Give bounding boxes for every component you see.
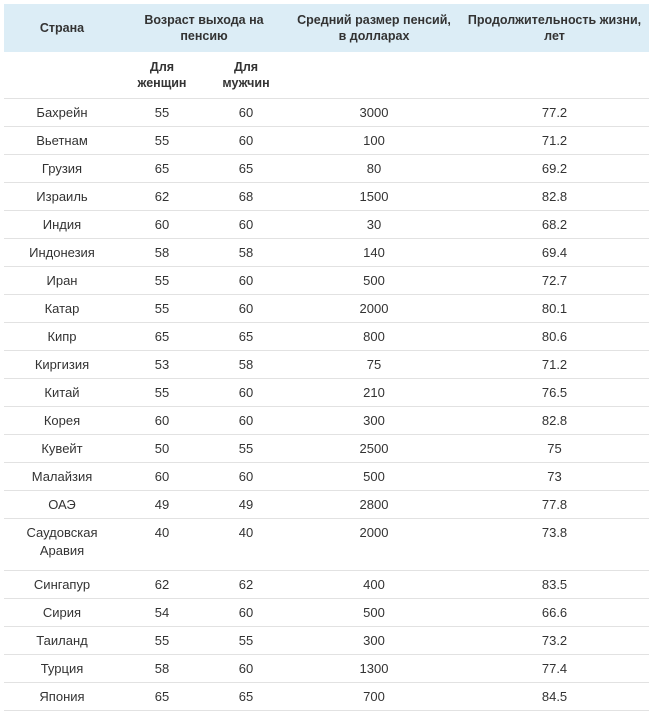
table-row bbox=[4, 683, 649, 711]
header-row-main bbox=[4, 4, 649, 52]
cell-country: Малайзия bbox=[4, 463, 120, 491]
cell-pension: 140 bbox=[288, 239, 460, 267]
table-row bbox=[4, 571, 649, 599]
cell-country: Кувейт bbox=[4, 435, 120, 463]
cell-women: 55 bbox=[120, 295, 204, 323]
cell-women: 58 bbox=[120, 239, 204, 267]
cell-men: 58 bbox=[204, 239, 288, 267]
cell-men: 60 bbox=[204, 655, 288, 683]
cell-country: Киргизия bbox=[4, 351, 120, 379]
header-pension: Средний размер пенсий, в долларах bbox=[288, 4, 460, 52]
header-sub-empty bbox=[460, 52, 649, 99]
cell-pension: 700 bbox=[288, 683, 460, 711]
cell-men: 60 bbox=[204, 211, 288, 239]
table-row bbox=[4, 99, 649, 127]
cell-pension: 75 bbox=[288, 351, 460, 379]
cell-pension: 1500 bbox=[288, 183, 460, 211]
table-row bbox=[4, 463, 649, 491]
cell-life: 66.6 bbox=[460, 599, 649, 627]
table-row bbox=[4, 127, 649, 155]
cell-life: 73 bbox=[460, 463, 649, 491]
cell-country: Сингапур bbox=[4, 571, 120, 599]
cell-life: 72.7 bbox=[460, 267, 649, 295]
cell-pension: 2800 bbox=[288, 491, 460, 519]
cell-men: 60 bbox=[204, 407, 288, 435]
cell-women: 55 bbox=[120, 627, 204, 655]
cell-women: 62 bbox=[120, 571, 204, 599]
header-sub-empty bbox=[288, 52, 460, 99]
cell-women: 65 bbox=[120, 323, 204, 351]
cell-pension: 500 bbox=[288, 267, 460, 295]
cell-pension: 210 bbox=[288, 379, 460, 407]
table-body bbox=[4, 99, 649, 711]
header-women: Для женщин bbox=[120, 52, 204, 99]
cell-women: 58 bbox=[120, 655, 204, 683]
cell-men: 55 bbox=[204, 435, 288, 463]
table-row bbox=[4, 655, 649, 683]
cell-women: 53 bbox=[120, 351, 204, 379]
cell-life: 82.8 bbox=[460, 407, 649, 435]
cell-country: Сирия bbox=[4, 599, 120, 627]
cell-country: Индия bbox=[4, 211, 120, 239]
cell-men: 60 bbox=[204, 599, 288, 627]
pension-table bbox=[4, 4, 649, 711]
header-life-expectancy: Продолжительность жизни, лет bbox=[460, 4, 649, 52]
table-header bbox=[4, 4, 649, 99]
table-row bbox=[4, 183, 649, 211]
cell-men: 40 bbox=[204, 519, 288, 571]
table-row bbox=[4, 519, 649, 571]
cell-life: 73.8 bbox=[460, 519, 649, 571]
cell-country: Турция bbox=[4, 655, 120, 683]
cell-life: 82.8 bbox=[460, 183, 649, 211]
header-country: Страна bbox=[4, 4, 120, 52]
cell-life: 77.2 bbox=[460, 99, 649, 127]
cell-life: 83.5 bbox=[460, 571, 649, 599]
cell-men: 60 bbox=[204, 267, 288, 295]
table-row bbox=[4, 407, 649, 435]
cell-men: 58 bbox=[204, 351, 288, 379]
cell-country: Япония bbox=[4, 683, 120, 711]
cell-women: 62 bbox=[120, 183, 204, 211]
cell-men: 68 bbox=[204, 183, 288, 211]
cell-women: 55 bbox=[120, 267, 204, 295]
table-row bbox=[4, 627, 649, 655]
cell-life: 68.2 bbox=[460, 211, 649, 239]
cell-life: 84.5 bbox=[460, 683, 649, 711]
cell-men: 60 bbox=[204, 99, 288, 127]
cell-pension: 500 bbox=[288, 599, 460, 627]
cell-men: 60 bbox=[204, 295, 288, 323]
cell-men: 65 bbox=[204, 155, 288, 183]
cell-women: 49 bbox=[120, 491, 204, 519]
cell-pension: 2500 bbox=[288, 435, 460, 463]
cell-country: ОАЭ bbox=[4, 491, 120, 519]
cell-pension: 300 bbox=[288, 407, 460, 435]
header-sub-empty bbox=[4, 52, 120, 99]
cell-life: 71.2 bbox=[460, 351, 649, 379]
cell-country: Таиланд bbox=[4, 627, 120, 655]
cell-men: 65 bbox=[204, 323, 288, 351]
cell-country: Катар bbox=[4, 295, 120, 323]
cell-life: 71.2 bbox=[460, 127, 649, 155]
cell-women: 60 bbox=[120, 463, 204, 491]
cell-life: 73.2 bbox=[460, 627, 649, 655]
cell-country: Корея bbox=[4, 407, 120, 435]
header-men: Для мужчин bbox=[204, 52, 288, 99]
table-row bbox=[4, 239, 649, 267]
table-row bbox=[4, 323, 649, 351]
cell-life: 77.4 bbox=[460, 655, 649, 683]
cell-women: 50 bbox=[120, 435, 204, 463]
table-row bbox=[4, 211, 649, 239]
table-row bbox=[4, 267, 649, 295]
cell-men: 65 bbox=[204, 683, 288, 711]
cell-life: 80.1 bbox=[460, 295, 649, 323]
cell-country: Грузия bbox=[4, 155, 120, 183]
cell-pension: 100 bbox=[288, 127, 460, 155]
cell-country: Израиль bbox=[4, 183, 120, 211]
cell-country: Иран bbox=[4, 267, 120, 295]
cell-pension: 500 bbox=[288, 463, 460, 491]
cell-men: 49 bbox=[204, 491, 288, 519]
cell-country: Вьетнам bbox=[4, 127, 120, 155]
cell-pension: 400 bbox=[288, 571, 460, 599]
cell-women: 60 bbox=[120, 407, 204, 435]
cell-men: 60 bbox=[204, 379, 288, 407]
table-row bbox=[4, 435, 649, 463]
cell-women: 60 bbox=[120, 211, 204, 239]
header-row-sub bbox=[4, 52, 649, 99]
cell-men: 60 bbox=[204, 127, 288, 155]
cell-women: 55 bbox=[120, 127, 204, 155]
cell-country: Индонезия bbox=[4, 239, 120, 267]
cell-life: 80.6 bbox=[460, 323, 649, 351]
cell-country: Кипр bbox=[4, 323, 120, 351]
cell-country: Китай bbox=[4, 379, 120, 407]
cell-women: 65 bbox=[120, 683, 204, 711]
table-row bbox=[4, 351, 649, 379]
cell-women: 65 bbox=[120, 155, 204, 183]
cell-women: 40 bbox=[120, 519, 204, 571]
table-row bbox=[4, 295, 649, 323]
table-row bbox=[4, 599, 649, 627]
cell-country: Саудовская Аравия bbox=[4, 519, 120, 571]
cell-country: Бахрейн bbox=[4, 99, 120, 127]
header-retirement-age: Возраст выхода на пенсию bbox=[120, 4, 288, 52]
table-row bbox=[4, 155, 649, 183]
table-container bbox=[4, 4, 649, 711]
cell-pension: 1300 bbox=[288, 655, 460, 683]
cell-pension: 3000 bbox=[288, 99, 460, 127]
cell-pension: 2000 bbox=[288, 295, 460, 323]
cell-men: 60 bbox=[204, 463, 288, 491]
table-row bbox=[4, 491, 649, 519]
cell-life: 77.8 bbox=[460, 491, 649, 519]
cell-women: 55 bbox=[120, 379, 204, 407]
cell-pension: 300 bbox=[288, 627, 460, 655]
cell-life: 76.5 bbox=[460, 379, 649, 407]
cell-pension: 80 bbox=[288, 155, 460, 183]
cell-women: 54 bbox=[120, 599, 204, 627]
table-row bbox=[4, 379, 649, 407]
cell-pension: 30 bbox=[288, 211, 460, 239]
cell-men: 55 bbox=[204, 627, 288, 655]
cell-men: 62 bbox=[204, 571, 288, 599]
cell-women: 55 bbox=[120, 99, 204, 127]
cell-pension: 800 bbox=[288, 323, 460, 351]
cell-life: 69.2 bbox=[460, 155, 649, 183]
cell-pension: 2000 bbox=[288, 519, 460, 571]
cell-life: 75 bbox=[460, 435, 649, 463]
cell-life: 69.4 bbox=[460, 239, 649, 267]
